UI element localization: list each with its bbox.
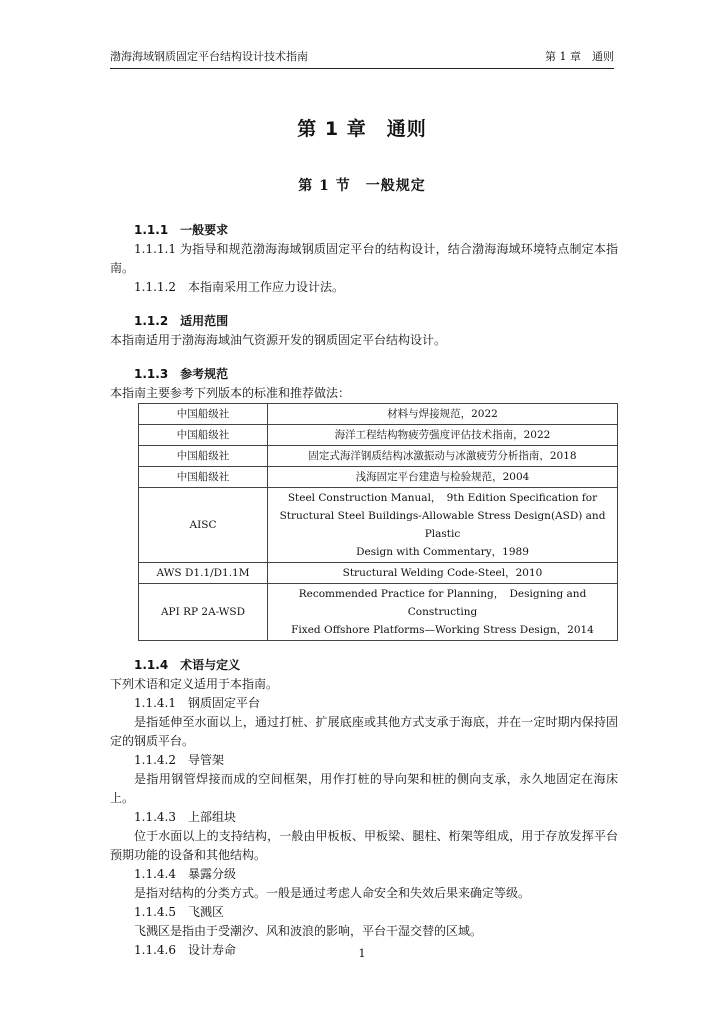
term-definition: 是指用钢管焊接而成的空间框架，用作打桩的导向架和桩的侧向支承，永久地固定在海床上。 <box>110 772 618 805</box>
references-intro: 本指南主要参考下列版本的标准和推荐做法： <box>110 386 351 400</box>
table-cell-title: 固定式海洋钢质结构冰激振动与冰激疲劳分析指南，2018 <box>268 446 618 467</box>
table-row <box>139 488 618 563</box>
table-cell-org: AWS D1.1/D1.1M <box>139 563 268 584</box>
table-cell-org: 中国船级社 <box>139 425 268 446</box>
table-row <box>139 404 618 425</box>
term-title: 1.1.4.6 设计寿命 <box>134 943 236 957</box>
heading-1-1-1: 1.1.1 一般要求 <box>134 223 229 237</box>
term-definition: 是指延伸至水面以上，通过打桩、扩展底座或其他方式支承于海底，并在一定时期内保持固定的钢质平台。 <box>110 715 618 748</box>
table-cell-org: AISC <box>139 488 268 563</box>
table-cell-title: 材料与焊接规范，2022 <box>268 404 618 425</box>
table-row <box>139 425 618 446</box>
table-cell-org: 中国船级社 <box>139 404 268 425</box>
clause-1-1-1-1: 1.1.1.1 为指导和规范渤海海域钢质固定平台的结构设计，结合渤海海域环境特点制定本指南。 <box>110 242 618 275</box>
table-cell-org: API RP 2A-WSD <box>139 584 268 641</box>
main-content <box>110 220 618 960</box>
running-header <box>110 48 614 69</box>
table-cell-title: Structural Welding Code-Steel，2010 <box>268 563 618 584</box>
term-definition: 飞溅区是指由于受潮汐、风和波浪的影响，平台干湿交替的区域。 <box>134 924 483 938</box>
header-book-title: 渤海海域钢质固定平台结构设计技术指南 <box>110 50 308 63</box>
term-title: 1.1.4.1 钢质固定平台 <box>134 696 260 710</box>
table-row <box>139 563 618 584</box>
term-title: 1.1.4.3 上部组块 <box>134 810 236 824</box>
table-row <box>139 584 618 641</box>
term-title: 1.1.4.2 导管架 <box>134 753 224 767</box>
scope-text: 本指南适用于渤海海域油气资源开发的钢质固定平台结构设计。 <box>110 333 447 347</box>
heading-1-1-3: 1.1.3 参考规范 <box>134 367 229 381</box>
table-cell-org: 中国船级社 <box>139 446 268 467</box>
terms-intro: 下列术语和定义适用于本指南。 <box>110 677 279 691</box>
term-title: 1.1.4.4 暴露分级 <box>134 867 236 881</box>
header-chapter: 第 1 章 通则 <box>545 50 614 63</box>
page-number: 1 <box>358 947 366 960</box>
table-cell-title: 海洋工程结构物疲劳强度评估技术指南，2022 <box>268 425 618 446</box>
table-cell-title: Recommended Practice for Planning， Designing and Constructing Fixed Offshore Platforms—Working Stress Design，2014 <box>268 584 618 641</box>
table-row <box>139 446 618 467</box>
table-cell-title: Steel Construction Manual， 9th Edition Specification for Structural Steel Buildings-Allowable Stress Design(ASD) and Plastic Design with Commentary，1989 <box>268 488 618 563</box>
term-title: 1.1.4.5 飞溅区 <box>134 905 224 919</box>
clause-1-1-1-2: 1.1.1.2 本指南采用工作应力设计法。 <box>134 280 344 294</box>
reference-table <box>138 403 618 641</box>
section-title: 第 1 节 一般规定 <box>298 178 426 194</box>
chapter-title: 第 1 章 通则 <box>297 118 427 140</box>
table-row <box>139 467 618 488</box>
table-cell-org: 中国船级社 <box>139 467 268 488</box>
heading-1-1-4: 1.1.4 术语与定义 <box>134 658 241 672</box>
term-definition: 位于水面以上的支持结构，一般由甲板板、甲板梁、腿柱、桁架等组成，用于存放发挥平台预期功能的设备和其他结构。 <box>110 829 618 862</box>
heading-1-1-2: 1.1.2 适用范围 <box>134 314 229 328</box>
table-cell-title: 浅海固定平台建造与检验规范，2004 <box>268 467 618 488</box>
term-definition: 是指对结构的分类方式。一般是通过考虑人命安全和失效后果来确定等级。 <box>134 886 531 900</box>
